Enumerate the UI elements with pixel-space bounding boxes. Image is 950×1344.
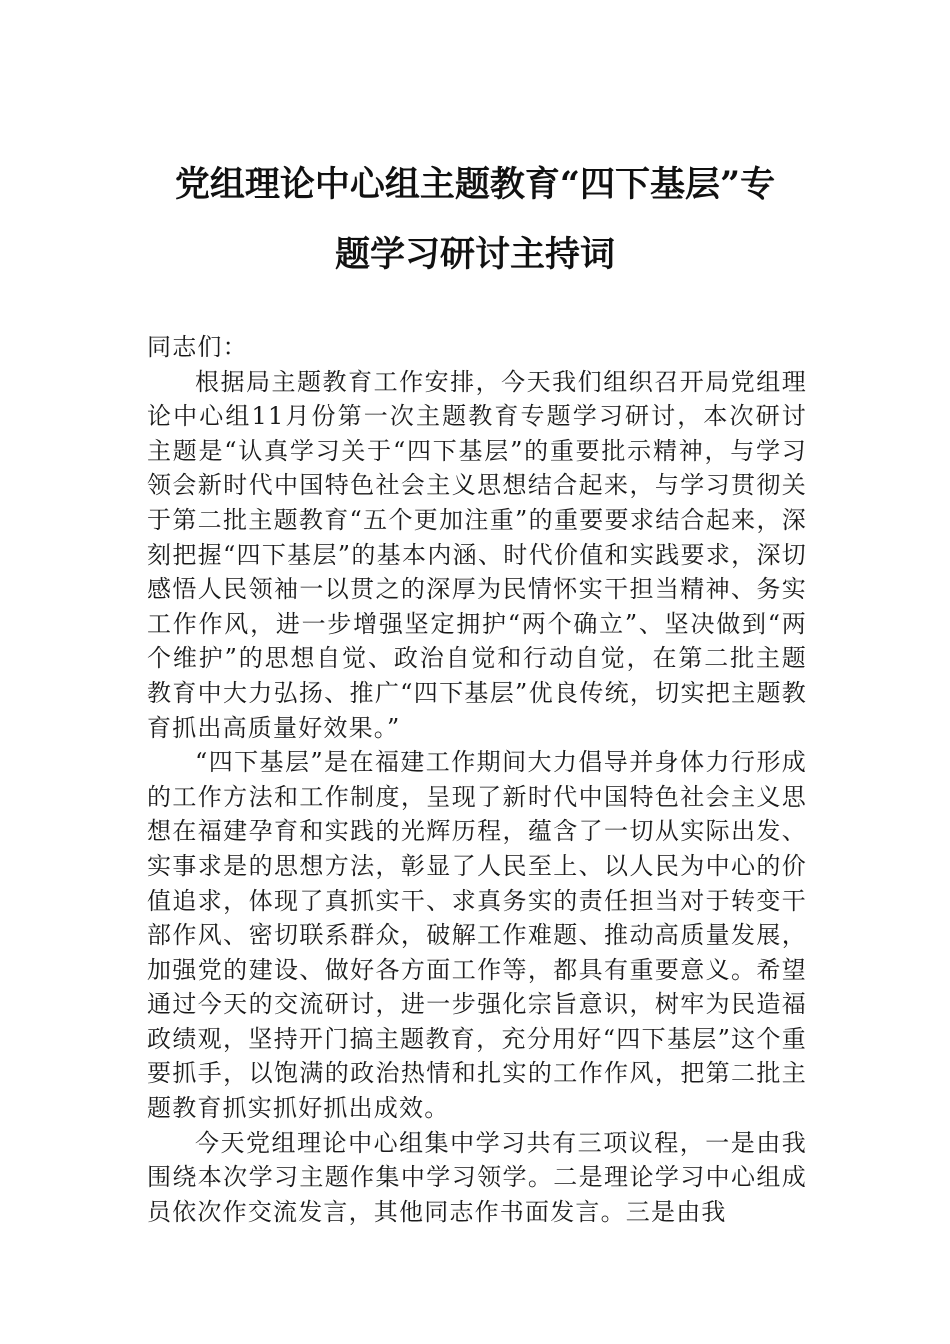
document-title-line-1: 党组理论中心组主题教育“四下基层”专 — [174, 164, 776, 205]
paragraph-2: “四下基层”是在福建工作期间大力倡导并身体力行形成的工作方法和工作制度，呈现了新时代中国特色社会主义思想在福建孕育和实践的光辉历程，蕴含了一切从实际出发、实事求是的思想方法，彰显了人民至上、以人民为中心的价值追求，体现了真抓实干、求真务实的责任担当对于转变干部作风、密切联系群众，破解工作难题、推动高质量发展，加强党的建设、做好各方面工作等，都具有重要意义。希望通过今天的交流研讨，进一步强化宗旨意识，树牢为民造福政绩观，坚持开门搞主题教育，充分用好“四下基层”这个重要抓手，以饱满的政治热情和扎实的工作作风，把第二批主题教育抓实抓好抓出成效。 — [147, 748, 807, 1123]
document-body — [147, 330, 807, 1229]
paragraph-1: 根据局主题教育工作安排，今天我们组织召开局党组理论中心组11月份第一次主题教育专题学习研讨，本次研讨主题是“认真学习关于“四下基层”的重要批示精神，与学习领会新时代中国特色社会主义思想结合起来，与学习贯彻关于第二批主题教育“五个更加注重”的重要要求结合起来，深刻把握“四下基层”的基本内涵、时代价值和实践要求，深切感悟人民领袖一以贯之的深厚为民情怀实干担当精神、务实工作作风，进一步增强坚定拥护“两个确立”、坚决做到“两个维护”的思想自觉、政治自觉和行动自觉，在第二批主题教育中大力弘扬、推广“四下基层”优良传统，切实把主题教育抓出高质量好效果。” — [147, 367, 807, 742]
salutation: 同志们： — [147, 333, 248, 361]
paragraph-3: 今天党组理论中心组集中学习共有三项议程，一是由我围绕本次学习主题作集中学习领学。二是理论学习中心组成员依次作交流发言，其他同志作书面发言。三是由我 — [147, 1128, 807, 1226]
document-title-line-2: 题学习研讨主持词 — [334, 234, 615, 275]
